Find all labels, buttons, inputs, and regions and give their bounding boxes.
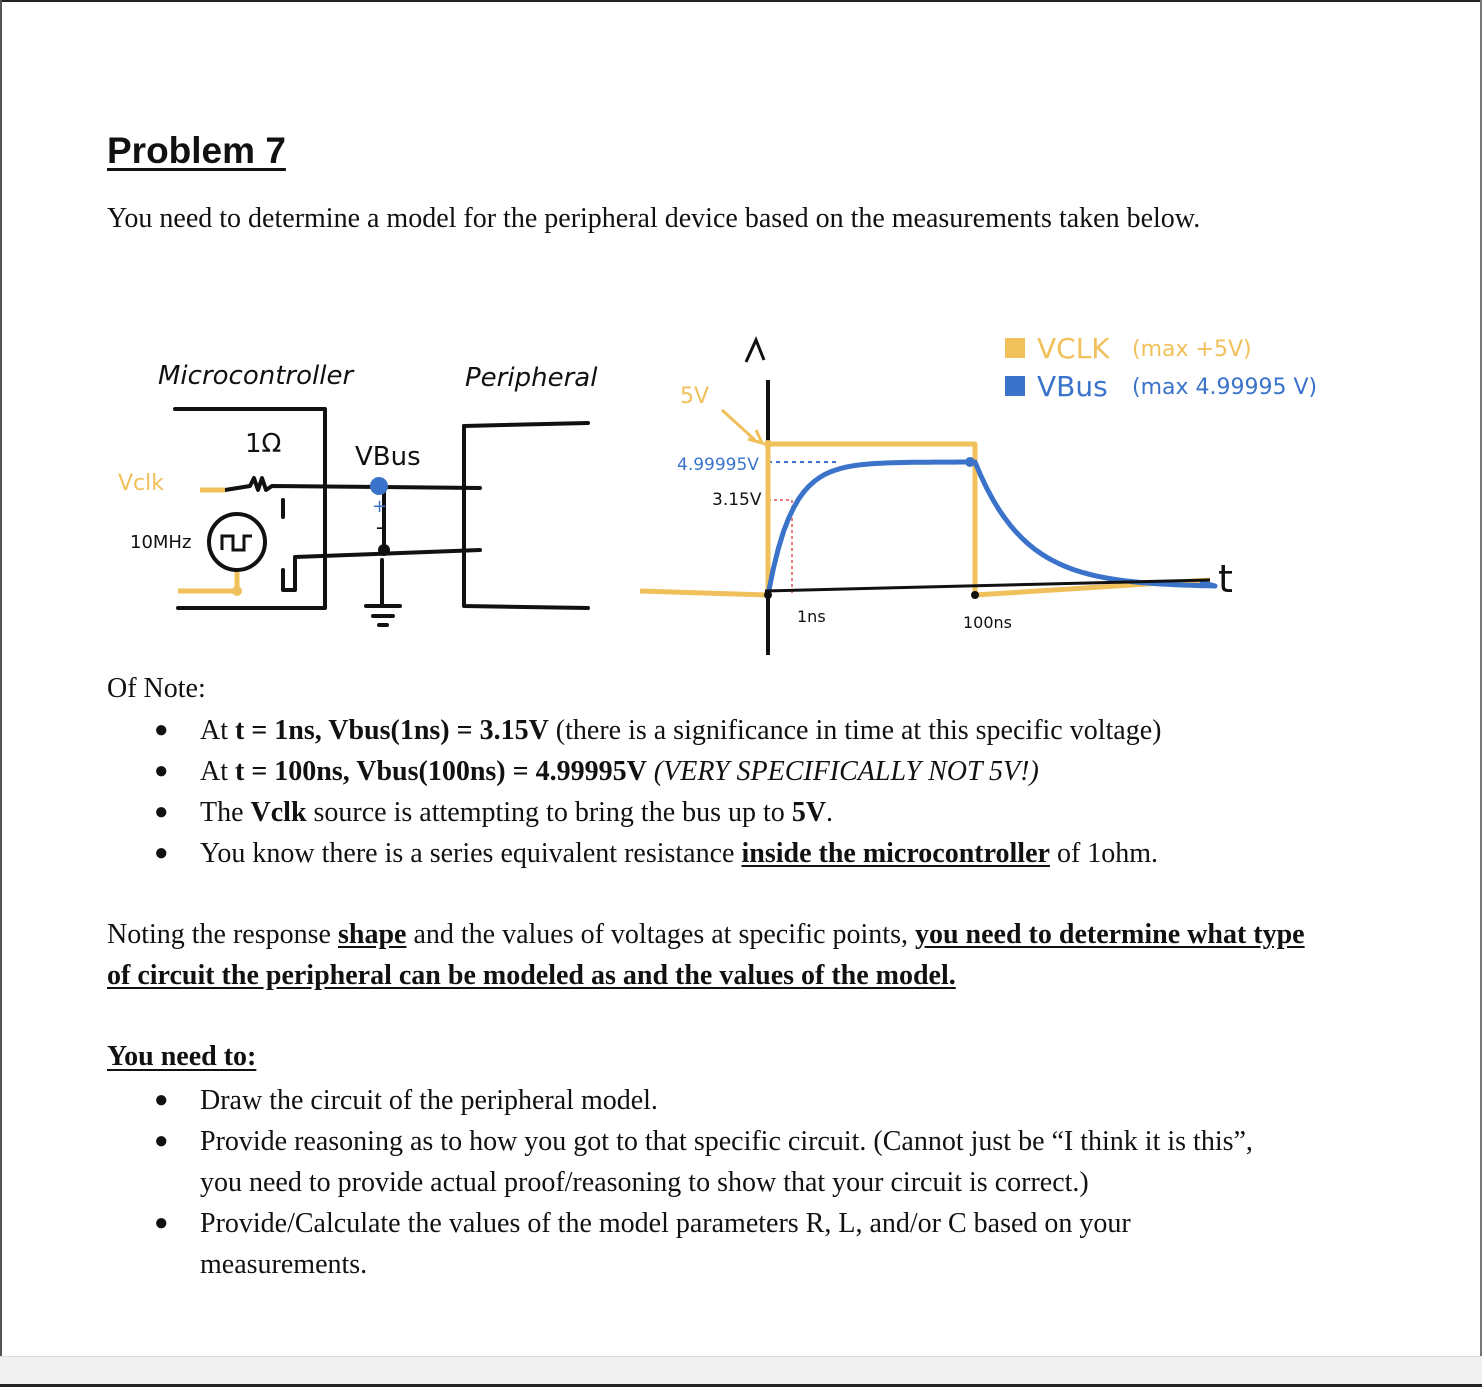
microcontroller-label: Microcontroller [158,361,354,391]
tasks-list [150,1080,1300,1285]
you-need-to-heading: You need to: [107,1041,257,1072]
bullet: ● [154,717,169,743]
instruction-paragraph: Noting the response shape and the values of voltages at specific points, you need to determine what type of circuit the peripheral can be modeled as and the values of the model. [107,919,1305,991]
note-item: ● The Vclk source is attempting to bring the bus up to 5V. [150,792,1350,833]
bullet: ● [154,1128,169,1154]
bullet: ● [154,840,169,866]
note-item: ● At t = 1ns, Vbus(1ns) = 3.15V (there is a significance in time at this specific voltage) [150,710,1350,751]
origin-point [764,591,772,599]
note-item: ● At t = 100ns, Vbus(100ns) = 4.99995V (VERY SPECIFICALLY NOT 5V!) [150,751,1350,792]
frame-top-edge [0,0,1482,2]
graph-legend [1005,332,1317,403]
five-volt-arrow [722,410,755,440]
t-100ns-label: 100ns [963,613,1013,632]
vbus-tau-value-label: 3.15V [712,490,762,510]
legend-swatch [1005,376,1025,396]
t-1ns-label: 1ns [797,607,826,626]
vclk-label: Vclk [118,471,164,496]
vclk-node [232,586,242,596]
frame-left-edge [0,0,2,1386]
legend-label: VBus [1037,370,1108,403]
legend-swatch [1005,338,1025,358]
vbus-peak-point [965,457,975,467]
bullet: ● [154,1087,169,1113]
t-100ns-point [971,591,979,599]
bullet: ● [154,1210,169,1236]
five-volt-label: 5V [680,384,710,409]
vclk-corner-point [764,440,772,448]
bullet: ● [154,758,169,784]
vbus-trace [768,462,1215,595]
legend-note: (max +5V) [1132,337,1252,362]
bullet: ● [154,799,169,825]
vbus-label: VBus [355,442,421,472]
task-item: ● Provide reasoning as to how you got to that specific circuit. (Cannot just be “I think it is this”, you need to provide actual proof/reasoning to show that your circuit is correct.) [150,1121,1300,1203]
resistor-label: 1Ω [245,429,282,459]
vbus-plus-sign: + [372,496,388,517]
voltage-axis-label [740,320,762,358]
source-frequency-label: 10MHz [130,532,192,553]
figure-drawing [100,310,1330,665]
page-title: Problem 7 [107,130,286,171]
notes-list [150,710,1350,874]
of-note-label: Of Note: [107,673,206,704]
square-wave-symbol [222,536,252,550]
frame-bottom-bar [0,1356,1482,1387]
clock-source-circle [209,514,265,570]
time-axis-label: t [1218,557,1233,601]
vbus-node-plus [370,477,388,495]
intro-text: You need to determine a model for the peripheral device based on the measurements taken below. [107,203,1201,234]
note-item: ● You know there is a series equivalent resistance inside the microcontroller of 1ohm. [150,833,1350,874]
circuit-and-graph-figure [100,310,1330,665]
vbus-minus-sign: - [376,515,384,539]
task-item: ● Draw the circuit of the peripheral model. [150,1080,1300,1121]
vclk-wire-bottom [178,572,237,591]
task-item: ● Provide/Calculate the values of the model parameters R, L, and/or C based on your measurements. [150,1203,1300,1285]
legend-label: VCLK [1037,332,1110,365]
vbus-node-minus [378,544,390,556]
peripheral-label: Peripheral [465,363,598,393]
vbus-high-value-label: 4.99995V [677,455,759,475]
legend-note: (max 4.99995 V) [1132,375,1318,400]
